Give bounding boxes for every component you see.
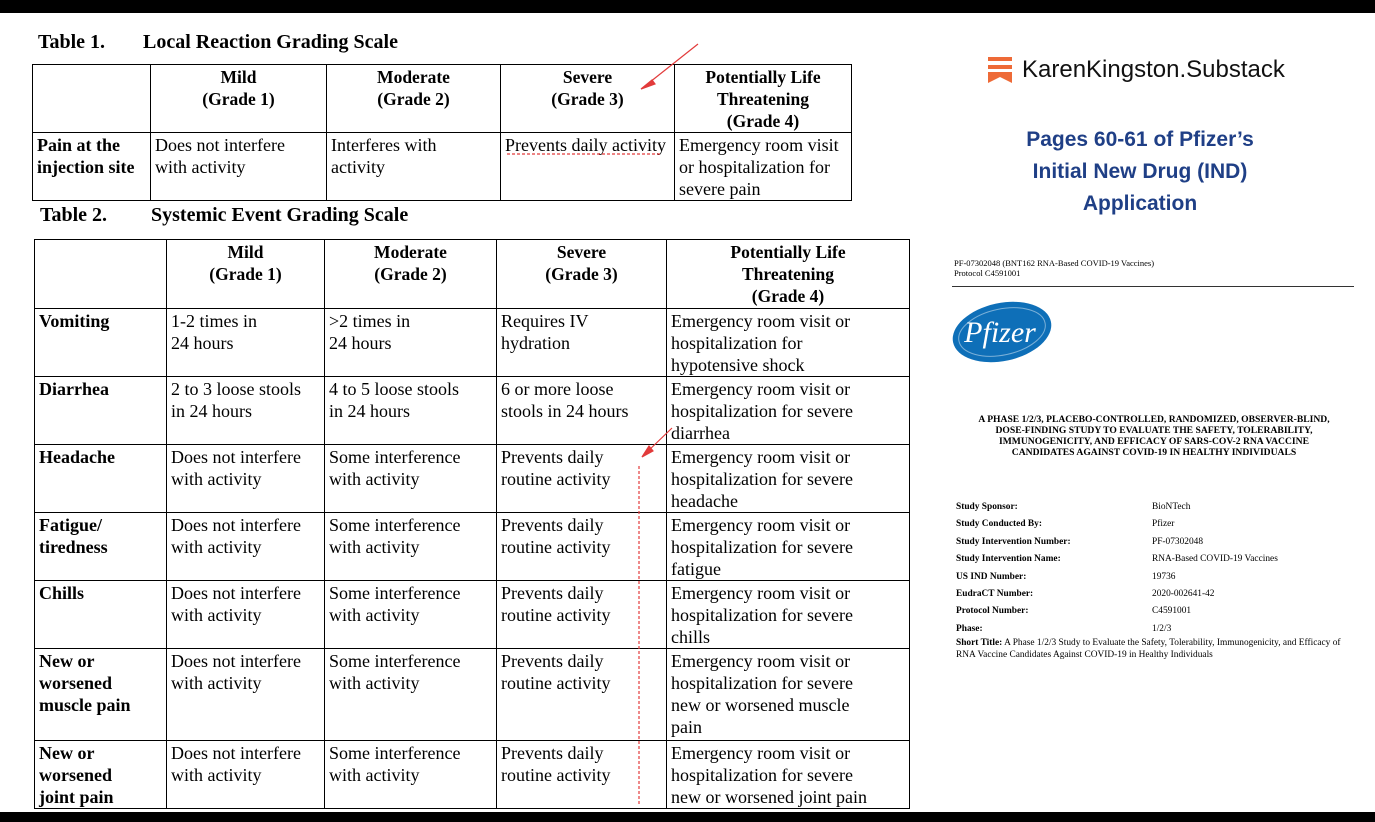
cell-line: Prevents daily activity (505, 135, 666, 155)
study-info-key: Protocol Number: (956, 606, 1029, 617)
cell-line: hospitalization for severe (671, 537, 853, 557)
cell-line: Does not interfere (171, 515, 301, 535)
cell-line: chills (671, 627, 710, 647)
substack-logo-icon (988, 57, 1012, 83)
study-info-row (956, 499, 1278, 516)
cell-line: with activity (329, 673, 420, 693)
cell-line: Moderate (374, 242, 447, 262)
cell-line: Emergency room visit or (671, 447, 851, 467)
study-info-key: Study Sponsor: (956, 502, 1018, 512)
table1-number: Table 1. (38, 31, 106, 53)
cell-line: with activity (171, 673, 262, 693)
cell-line: (Grade 3) (551, 89, 624, 109)
cell-line: with activity (171, 765, 262, 785)
study-info-key: EudraCT Number: (956, 589, 1034, 600)
arrow-head-1 (641, 80, 655, 89)
study-title-line: CANDIDATES AGAINST COVID-19 IN HEALTHY INDIVIDUALS (1011, 447, 1297, 458)
cell-line: 24 hours (329, 333, 392, 353)
study-info-row (956, 621, 1278, 638)
cell-line: diarrhea (671, 423, 730, 443)
cell-line: Prevents daily (501, 515, 604, 535)
cell-line: (Grade 2) (374, 264, 447, 284)
cell-line: routine activity (501, 765, 611, 785)
cell-line: Emergency room visit or (671, 583, 851, 603)
cell-line: routine activity (501, 605, 611, 625)
cell-line: stools in 24 hours (501, 401, 629, 421)
study-info-key: Study Conducted By: (956, 519, 1042, 530)
cell-line: in 24 hours (171, 401, 252, 421)
cell-line: Some interference (329, 583, 461, 603)
study-info-value: Pfizer (1152, 519, 1175, 530)
cell-line: Some interference (329, 515, 461, 535)
study-info-key: Phase: (956, 623, 983, 634)
cell-line: Interferes with (331, 135, 437, 155)
table2-title: Systemic Event Grading Scale (151, 204, 409, 226)
cell-line: Prevents daily (501, 583, 604, 603)
cell-line: pain (671, 717, 702, 737)
cell-line: hospitalization for (671, 333, 803, 353)
pages-title-line: Initial New Drug (IND) (1032, 160, 1248, 183)
cell-line: activity (331, 157, 385, 177)
cell-line: Potentially Life (705, 67, 821, 87)
study-info-value: PF-07302048 (1152, 536, 1204, 547)
study-info-row (956, 534, 1278, 551)
cell-line: Diarrhea (39, 379, 109, 399)
study-info-row (956, 516, 1278, 533)
table2-number: Table 2. (40, 204, 108, 226)
cell-line: Emergency room visit or (671, 515, 851, 535)
cell-line: Emergency room visit or (671, 743, 851, 763)
cell-line: 4 to 5 loose stools (329, 379, 460, 399)
cell-line: Mild (227, 242, 264, 262)
table1-title: Local Reaction Grading Scale (143, 31, 398, 53)
cell-line: 24 hours (171, 333, 234, 353)
cell-line: Does not interfere (171, 447, 301, 467)
cell-line: Emergency room visit or (671, 311, 851, 331)
cell-line: worsened (39, 765, 112, 785)
study-info-row (956, 603, 1278, 620)
study-title-line: IMMUNOGENICITY, AND EFFICACY OF SARS-COV-2 RNA VACCINE (999, 436, 1309, 447)
cell-line: joint pain (39, 787, 114, 807)
study-title-line: A PHASE 1/2/3, PLACEBO-CONTROLLED, RANDOMIZED, OBSERVER-BLIND, (978, 414, 1330, 425)
cell-line: Some interference (329, 743, 461, 763)
cell-line: Vomiting (39, 311, 110, 331)
cell-line: >2 times in (329, 311, 411, 331)
study-info-row (956, 569, 1278, 586)
cell-line: headache (671, 491, 738, 511)
cell-line: Emergency room visit or (671, 379, 851, 399)
cell-line: hydration (501, 333, 570, 353)
short-title-text: A Phase 1/2/3 Study to Evaluate the Safety, Tolerability, Immunogenicity, and Efficacy of RNA Vaccine Candidates Against COVID-19 in Healthy Individuals (956, 638, 1341, 660)
cell-line: severe pain (679, 179, 761, 199)
cell-line: with activity (329, 537, 420, 557)
cell-line: hospitalization for severe (671, 673, 853, 693)
document-header-line: Protocol C4591001 (954, 268, 1021, 278)
cell-line: Threatening (716, 89, 810, 109)
cell-line: Does not interfere (155, 135, 285, 155)
cell-line: Emergency room visit (679, 135, 839, 155)
cell-line: New or (39, 651, 95, 671)
cell-line: (Grade 4) (726, 111, 800, 131)
cell-line: Requires IV (501, 311, 589, 331)
cell-line: with activity (171, 605, 262, 625)
cell-line: hospitalization for severe (671, 765, 853, 785)
cell-line: (Grade 1) (202, 89, 275, 109)
cell-line: with activity (329, 469, 420, 489)
cell-line: Prevents daily (501, 447, 604, 467)
cell-line: 6 or more loose (501, 379, 614, 399)
cell-line: in 24 hours (329, 401, 410, 421)
cell-line: routine activity (501, 673, 611, 693)
cell-line: (Grade 3) (545, 264, 618, 284)
cell-line: hospitalization for severe (671, 469, 853, 489)
cell-line: fatigue (671, 559, 721, 579)
study-info-key: Study Intervention Number: (956, 536, 1071, 547)
cell-line: Does not interfere (171, 583, 301, 603)
arrow-line-1 (645, 44, 698, 86)
cell-line: routine activity (501, 537, 611, 557)
cell-line: with activity (171, 469, 262, 489)
document-header-line: PF-07302048 (BNT162 RNA-Based COVID-19 Vaccines) (954, 258, 1155, 268)
cell-line: (Grade 4) (751, 286, 825, 306)
pages-title (990, 124, 1290, 220)
short-title (956, 638, 1356, 661)
study-info-row (956, 586, 1278, 603)
cell-line: new or worsened muscle (671, 695, 850, 715)
study-info-value: BioNTech (1152, 502, 1191, 512)
pages-title-line: Pages 60-61 of Pfizer’s (1026, 128, 1254, 151)
cell-line: with activity (171, 537, 262, 557)
study-info (956, 499, 1278, 638)
cell-line: hypotensive shock (671, 355, 805, 375)
study-info-value: 2020-002641-42 (1152, 589, 1215, 600)
short-title-label: Short Title: (956, 638, 1003, 648)
cell-line: Severe (556, 242, 607, 262)
cell-line: Severe (562, 67, 613, 87)
cell-line: routine activity (501, 469, 611, 489)
cell-line: with activity (155, 157, 246, 177)
cell-line: Fatigue/ (39, 515, 102, 535)
cell-line: with activity (329, 765, 420, 785)
cell-line: worsened (39, 673, 112, 693)
cell-line: tiredness (39, 537, 108, 557)
study-info-key: Study Intervention Name: (956, 554, 1061, 565)
cell-line: Threatening (741, 264, 835, 284)
cell-line: hospitalization for severe (671, 401, 853, 421)
cell-line: Pain at the (37, 135, 120, 155)
study-info-row (956, 551, 1278, 568)
cell-line: Does not interfere (171, 743, 301, 763)
study-info-value: 1/2/3 (1152, 623, 1172, 634)
cell-line: Moderate (377, 67, 450, 87)
cell-line: Prevents daily (501, 651, 604, 671)
cell-line: Emergency room visit or (671, 651, 851, 671)
cell-line: injection site (37, 157, 135, 177)
cell-line: Chills (39, 583, 85, 603)
cell-line: new or worsened joint pain (671, 787, 867, 807)
cell-line: Headache (39, 447, 115, 467)
cell-line: (Grade 2) (377, 89, 450, 109)
brand (988, 56, 1285, 84)
pfizer-logo-text: Pfizer (964, 316, 1036, 349)
brand-name: KarenKingston.Substack (1022, 56, 1285, 83)
cell-line: Does not interfere (171, 651, 301, 671)
cell-line: Some interference (329, 447, 461, 467)
cell-line: with activity (329, 605, 420, 625)
study-info-key: US IND Number: (956, 571, 1027, 582)
cell-line: hospitalization for severe (671, 605, 853, 625)
cell-line: or hospitalization for (679, 157, 830, 177)
cell-line: muscle pain (39, 695, 131, 715)
cell-line: Prevents daily (501, 743, 604, 763)
pfizer-logo (950, 296, 1060, 368)
document-rule (952, 286, 1354, 287)
cell-line: (Grade 1) (209, 264, 282, 284)
pages-title-line: Application (1082, 192, 1198, 215)
cell-line: Potentially Life (730, 242, 846, 262)
study-title (954, 414, 1354, 458)
cell-line: New or (39, 743, 95, 763)
cell-line: 2 to 3 loose stools (171, 379, 302, 399)
study-info-value: C4591001 (1152, 606, 1192, 617)
document-header (954, 258, 1154, 278)
cell-line: Some interference (329, 651, 461, 671)
study-title-line: DOSE-FINDING STUDY TO EVALUATE THE SAFETY, TOLERABILITY, (995, 425, 1313, 436)
cell-line: 1-2 times in (171, 311, 257, 331)
study-info-value: RNA-Based COVID-19 Vaccines (1152, 554, 1278, 565)
study-info-value: 19736 (1152, 571, 1176, 582)
cell-line: Mild (220, 67, 257, 87)
